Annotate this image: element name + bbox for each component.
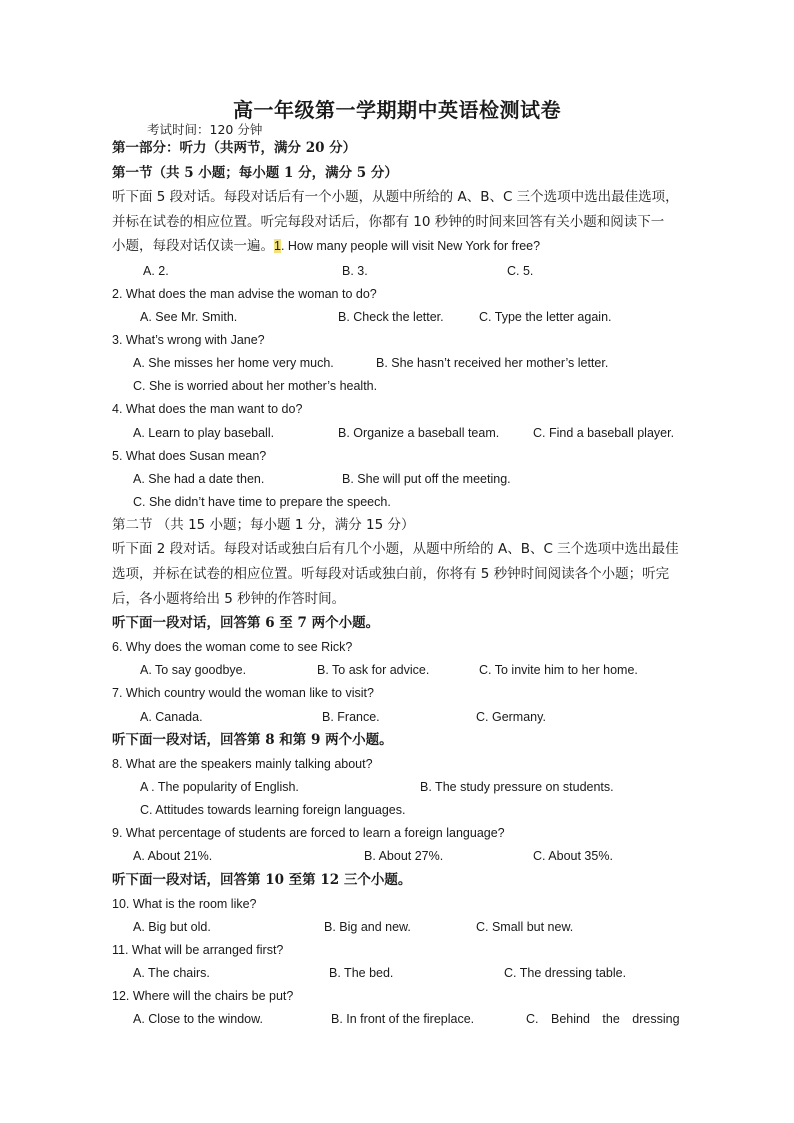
question-10-option-c: C. Small but new. (476, 920, 574, 934)
question-11-option-a: A. The chairs. (133, 966, 210, 980)
question-4-option-a: A. Learn to play baseball. (133, 426, 275, 440)
question-6-option-b: B. To ask for advice. (317, 663, 430, 677)
section2-instruction-line3: 后，各小题将给出 5 秒钟的作答时间。 (112, 591, 346, 607)
question-3-option-b: B. She hasn’t received her mother’s letter. (376, 356, 609, 370)
question-10-option-a: A. Big but old. (133, 920, 211, 934)
question-7-text: 7. Which country would the woman like to visit? (112, 686, 374, 700)
question-5-text: 5. What does Susan mean? (112, 449, 267, 463)
section1-heading: 第一节（共 5 小题；每小题 1 分，满分 5 分） (112, 165, 398, 181)
question-3-option-a: A. She misses her home very much. (133, 356, 334, 370)
question-7-option-c: C. Germany. (476, 710, 546, 724)
question-1-option-c: C. 5. (507, 264, 534, 278)
section2-instruction-line2: 选项，并标在试卷的相应位置。听每段对话或独白前，你将有 5 秒钟时间阅读各个小题；听完 (112, 566, 670, 582)
question-7-option-a: A. Canada. (140, 710, 203, 724)
question-1-text: . How many people will visit New York for free? (280, 239, 541, 253)
section1-instruction-line1: 听下面 5 段对话。每段对话后有一个小题，从题中所给的 A、B、C 三个选项中选出最佳选项， (112, 189, 679, 205)
question-8-option-c: C. Attitudes towards learning foreign languages. (140, 803, 406, 817)
question-9-text: 9. What percentage of students are forced to learn a foreign language? (112, 826, 505, 840)
question-4-option-b: B. Organize a baseball team. (338, 426, 500, 440)
question-5-option-c: C. She didn’t have time to prepare the speech. (133, 495, 391, 509)
question-6-option-c: C. To invite him to her home. (479, 663, 638, 677)
question-11-option-c: C. The dressing table. (504, 966, 627, 980)
question-9-option-a: A. About 21%. (133, 849, 213, 863)
question-11-text: 11. What will be arranged first? (112, 943, 284, 957)
question-1-option-b: B. 3. (342, 264, 368, 278)
question-2-option-c: C. Type the letter again. (479, 310, 612, 324)
section2-heading: 第二节 （共 15 小题；每小题 1 分，满分 15 分） (112, 517, 415, 533)
section1-instruction-line3: 小题，每段对话仅读一遍。 (112, 238, 274, 254)
question-7-option-b: B. France. (322, 710, 380, 724)
question-9-option-b: B. About 27%. (364, 849, 444, 863)
section1-instruction-line2: 并标在试卷的相应位置。听完每段对话后，你都有 10 秒钟的时间来回答有关小题和阅读下一 (112, 214, 665, 230)
question-10-option-b: B. Big and new. (324, 920, 411, 934)
question-8-text: 8. What are the speakers mainly talking about? (112, 757, 373, 771)
question-9-option-c: C. About 35%. (533, 849, 613, 863)
question-5-option-a: A. She had a date then. (133, 472, 265, 486)
prompt-questions-10-12: 听下面一段对话，回答第 10 至第 12 三个小题。 (112, 872, 412, 888)
question-12-text: 12. Where will the chairs be put? (112, 989, 294, 1003)
prompt-questions-8-9: 听下面一段对话，回答第 8 和第 9 两个小题。 (112, 732, 393, 748)
question-2-option-a: A. See Mr. Smith. (140, 310, 238, 324)
exam-time: 考试时间：120 分钟 (147, 122, 263, 137)
question-6-text: 6. Why does the woman come to see Rick? (112, 640, 353, 654)
section1-instruction-line3-row (112, 237, 540, 255)
section2-instruction-line1: 听下面 2 段对话。每段对话或独白后有几个小题，从题中所给的 A、B、C 三个选项中选出最佳 (112, 541, 679, 557)
question-11-option-b: B. The bed. (329, 966, 394, 980)
question-5-option-b: B. She will put off the meeting. (342, 472, 511, 486)
part1-heading: 第一部分：听力（共两节，满分 20 分） (112, 140, 357, 156)
question-2-option-b: B. Check the letter. (338, 310, 444, 324)
question-8-option-b: B. The study pressure on students. (420, 780, 614, 794)
question-4-option-c: C. Find a baseball player. (533, 426, 675, 440)
question-4-text: 4. What does the man want to do? (112, 402, 303, 416)
question-6-option-a: A. To say goodbye. (140, 663, 247, 677)
question-1-number: 1 (274, 239, 281, 253)
question-8-option-a: A . The popularity of English. (140, 780, 299, 794)
question-3-option-c: C. She is worried about her mother’s health. (133, 379, 378, 393)
page-title: 高一年级第一学期期中英语检测试卷 (233, 98, 561, 122)
question-12-option-b: B. In front of the fireplace. (331, 1012, 475, 1026)
question-3-text: 3. What’s wrong with Jane? (112, 333, 265, 347)
question-12-option-c: C. Behind the dressing (526, 1012, 680, 1026)
question-1-option-a: A. 2. (143, 264, 169, 278)
prompt-questions-6-7: 听下面一段对话，回答第 6 至 7 两个小题。 (112, 615, 380, 631)
question-10-text: 10. What is the room like? (112, 897, 257, 911)
question-12-option-a: A. Close to the window. (133, 1012, 263, 1026)
question-2-text: 2. What does the man advise the woman to do? (112, 287, 377, 301)
